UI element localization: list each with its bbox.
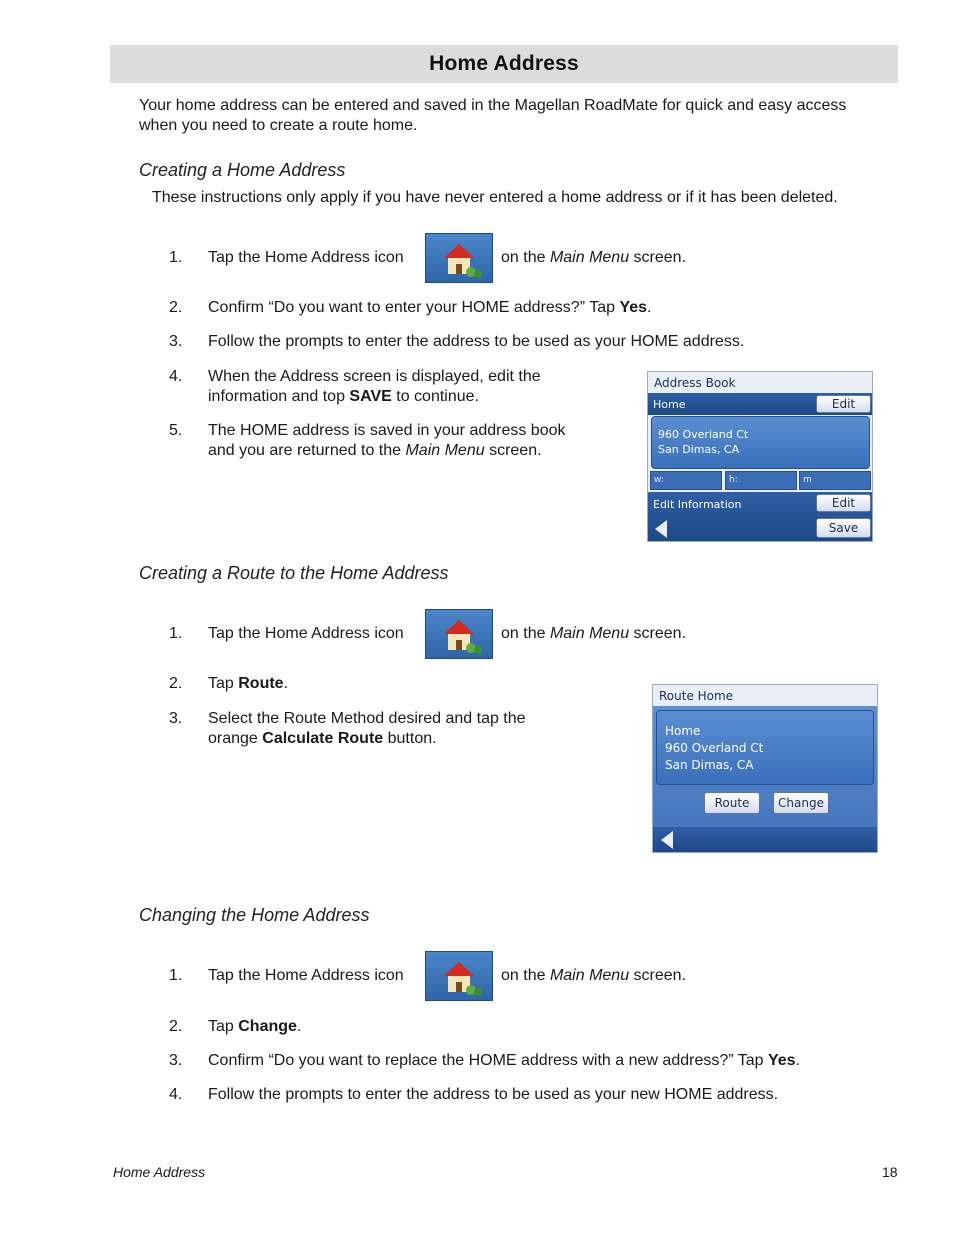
- route-button[interactable]: Route: [704, 792, 760, 814]
- footer-section-name: Home Address: [113, 1164, 206, 1180]
- field-w[interactable]: w:: [650, 471, 722, 490]
- back-arrow-icon[interactable]: [655, 520, 667, 538]
- list-item: 1. Tap the Home Address icon: [169, 967, 404, 984]
- address-line-2: San Dimas, CA: [658, 443, 740, 456]
- edit-information-label: Edit Information: [653, 498, 742, 511]
- section-heading-route: Creating a Route to the Home Address: [139, 563, 449, 583]
- step-tail: on the Main Menu screen.: [501, 249, 687, 266]
- step-tail: on the Main Menu screen.: [501, 625, 687, 642]
- list-item: 3. Select the Route Method desired and tap the orange Calculate Route button.: [169, 710, 526, 747]
- section-heading-change: Changing the Home Address: [139, 905, 370, 925]
- field-m[interactable]: m: [799, 471, 871, 490]
- home-address-icon: [425, 609, 493, 659]
- address-line-1: 960 Overland Ct: [658, 428, 749, 441]
- change-button[interactable]: Change: [773, 792, 829, 814]
- route-home-screenshot: [652, 684, 878, 853]
- save-button[interactable]: Save: [816, 518, 871, 538]
- address-book-screenshot: [647, 371, 873, 542]
- screen-title: Address Book: [654, 376, 736, 390]
- list-item: 2. Tap Change.: [169, 1018, 302, 1035]
- step-tail: on the Main Menu screen.: [501, 967, 687, 984]
- intro-paragraph: Your home address can be entered and saved in the Magellan RoadMate for quick and easy access when you need to create a route home.: [139, 97, 847, 134]
- list-item: 4. When the Address screen is displayed, edit the information and top SAVE to continue.: [169, 368, 541, 405]
- address-panel: [651, 416, 870, 469]
- page-number: 18: [882, 1164, 898, 1180]
- list-item: 3. Confirm “Do you want to replace the HOME address with a new address?” Tap Yes.: [169, 1052, 801, 1069]
- home-address-icon: [425, 951, 493, 1001]
- home-row-label: Home: [653, 398, 686, 411]
- section-note: These instructions only apply if you have never entered a home address or if it has been deleted.: [152, 189, 838, 206]
- list-item: 5. The HOME address is saved in your address book and you are returned to the Main Menu screen.: [169, 422, 566, 459]
- route-line-3: San Dimas, CA: [665, 758, 754, 772]
- route-line-1: Home: [665, 724, 701, 738]
- list-item: 1. Tap the Home Address icon: [169, 625, 404, 642]
- bottom-bar: [653, 827, 877, 852]
- list-item: 3. Follow the prompts to enter the address to be used as your HOME address.: [169, 333, 745, 350]
- list-item: 2. Tap Route.: [169, 675, 289, 692]
- page-title: Home Address: [429, 52, 579, 75]
- list-item: 4. Follow the prompts to enter the address to be used as your new HOME address.: [169, 1086, 779, 1103]
- section-heading-create: Creating a Home Address: [139, 160, 346, 180]
- edit-info-button[interactable]: Edit: [816, 494, 871, 512]
- page-title-bar: [110, 45, 898, 83]
- list-item: 1. Tap the Home Address icon: [169, 249, 404, 266]
- route-line-2: 960 Overland Ct: [665, 741, 764, 755]
- route-home-panel: [656, 710, 874, 785]
- back-arrow-icon[interactable]: [661, 831, 673, 849]
- field-h[interactable]: h:: [725, 471, 797, 490]
- edit-button[interactable]: Edit: [816, 395, 871, 413]
- screen-title: Route Home: [659, 689, 734, 703]
- home-address-icon: [425, 233, 493, 283]
- list-item: 2. Confirm “Do you want to enter your HOME address?” Tap Yes.: [169, 299, 652, 316]
